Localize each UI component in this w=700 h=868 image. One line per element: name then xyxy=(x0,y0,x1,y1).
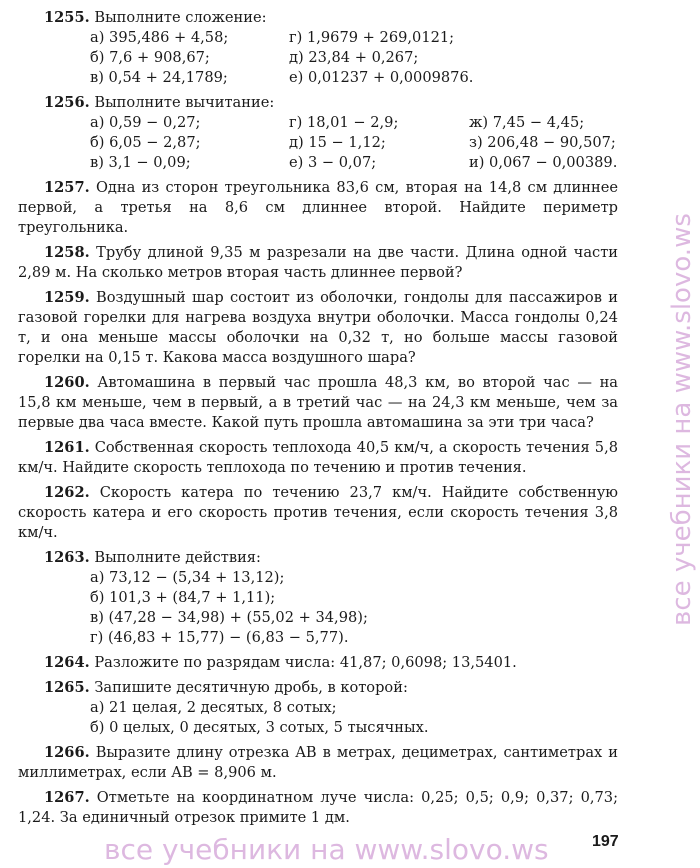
page-number: 197 xyxy=(592,833,619,850)
task-item: е) 0,01237 + 0,0009876. xyxy=(289,69,474,86)
task-item: а) 21 целая, 2 десятых, 8 сотых; xyxy=(90,699,337,716)
exercise-1260 xyxy=(18,373,618,433)
exercise-1258 xyxy=(18,243,618,283)
task-item: б) 101,3 + (84,7 + 1,11); xyxy=(90,589,276,606)
exercise-1255 xyxy=(18,8,618,88)
bottom-watermark: все учебники на www.slovo.ws xyxy=(104,833,549,866)
task-item: в) (47,28 − 34,98) + (55,02 + 34,98); xyxy=(90,609,368,626)
task-item: а) 395,486 + 4,58; xyxy=(90,29,229,46)
exercise-1267 xyxy=(18,788,618,828)
exercise-text: Разложите по разрядам числа: 41,87; 0,6098; 13,5401. xyxy=(94,654,517,671)
task-item: а) 73,12 − (5,34 + 13,12); xyxy=(90,569,285,586)
exercise-number: 1265. xyxy=(44,679,90,696)
exercise-number: 1259. xyxy=(44,289,90,306)
task-item: в) 3,1 − 0,09; xyxy=(90,154,191,171)
task-item: ж) 7,45 − 4,45; xyxy=(469,114,585,131)
exercise-number: 1258. xyxy=(44,244,90,261)
exercise-text: Воздушный шар состоит из оболочки, гондолы для пассажиров и газовой горелки для нагрева воздуха внутри оболочки. Масса гондолы 0,24 т, и она меньше массы оболочки на 0,32 т, но больше массы газовой горелки на 0,15 т. Какова масса воздушного шара? xyxy=(18,289,618,366)
task-item: е) 3 − 0,07; xyxy=(289,154,377,171)
task-item: и) 0,067 − 0,00389. xyxy=(469,154,618,171)
task-item: в) 0,54 + 24,1789; xyxy=(90,69,228,86)
task-item: г) 1,9679 + 269,0121; xyxy=(289,29,455,46)
task-item: д) 23,84 + 0,267; xyxy=(289,49,419,66)
exercise-text: Одна из сторон треугольника 83,6 см, вторая на 14,8 см длиннее первой, а третья на 8,6 см длиннее второй. Найдите периметр треугольника. xyxy=(18,179,619,236)
task-item: а) 0,59 − 0,27; xyxy=(90,114,201,131)
exercise-title: Запишите десятичную дробь, в которой: xyxy=(94,679,408,696)
task-grid xyxy=(18,28,618,88)
exercise-title: Выполните вычитание: xyxy=(94,94,275,111)
exercise-number: 1263. xyxy=(44,549,90,566)
exercise-1265 xyxy=(18,678,618,738)
exercise-title: Выполните сложение: xyxy=(94,9,267,26)
exercise-1261 xyxy=(18,438,618,478)
exercise-number: 1257. xyxy=(44,179,90,196)
exercise-text: Трубу длиной 9,35 м разрезали на две части. Длина одной части 2,89 м. На сколько метров вторая часть длиннее первой? xyxy=(18,244,619,281)
side-watermark: все учебники на www.slovo.ws xyxy=(667,213,697,627)
exercise-number: 1266. xyxy=(44,744,90,761)
exercise-1257 xyxy=(18,178,618,238)
task-item: г) (46,83 + 15,77) − (6,83 − 5,77). xyxy=(90,629,349,646)
exercise-1259 xyxy=(18,288,618,368)
exercise-text: Выразите длину отрезка AB в метрах, дециметрах, сантиметрах и миллиметрах, если AB = 8,906 м. xyxy=(18,744,618,781)
exercise-number: 1264. xyxy=(44,654,90,671)
task-item: б) 7,6 + 908,67; xyxy=(90,49,210,66)
exercise-1262 xyxy=(18,483,618,543)
task-item: б) 0 целых, 0 десятых, 3 сотых, 5 тысячных. xyxy=(90,719,429,736)
exercise-text: Собственная скорость теплохода 40,5 км/ч, а скорость течения 5,8 км/ч. Найдите скорость теплохода по течению и против течения. xyxy=(18,439,619,476)
task-grid xyxy=(18,113,618,173)
task-item: д) 15 − 1,12; xyxy=(289,134,386,151)
exercise-1256 xyxy=(18,93,618,173)
exercise-number: 1261. xyxy=(44,439,90,456)
task-item: б) 6,05 − 2,87; xyxy=(90,134,201,151)
exercise-number: 1255. xyxy=(44,9,90,26)
task-list xyxy=(18,568,618,648)
exercise-number: 1256. xyxy=(44,94,90,111)
textbook-page xyxy=(18,8,618,833)
exercise-1264 xyxy=(18,653,618,673)
exercise-1263 xyxy=(18,548,618,648)
exercise-number: 1260. xyxy=(44,374,90,391)
exercise-number: 1267. xyxy=(44,789,90,806)
exercise-text: Скорость катера по течению 23,7 км/ч. Найдите собственную скорость катера и его скорость против течения, если скорость течения 3,8 км/ч. xyxy=(18,484,618,541)
exercise-text: Отметьте на координатном луче числа: 0,25; 0,5; 0,9; 0,37; 0,73; 1,24. За единичный отрезок примите 1 дм. xyxy=(18,789,618,826)
exercise-number: 1262. xyxy=(44,484,90,501)
exercise-text: Автомашина в первый час прошла 48,3 км, во второй час — на 15,8 км меньше, чем в первый, а в третий час — на 24,3 км меньше, чем за первые два часа вместе. Какой путь прошла автомашина за эти три часа? xyxy=(18,374,618,431)
exercise-1266 xyxy=(18,743,618,783)
task-list xyxy=(18,698,618,738)
task-item: з) 206,48 − 90,507; xyxy=(469,134,616,151)
task-item: г) 18,01 − 2,9; xyxy=(289,114,399,131)
exercise-title: Выполните действия: xyxy=(94,549,261,566)
